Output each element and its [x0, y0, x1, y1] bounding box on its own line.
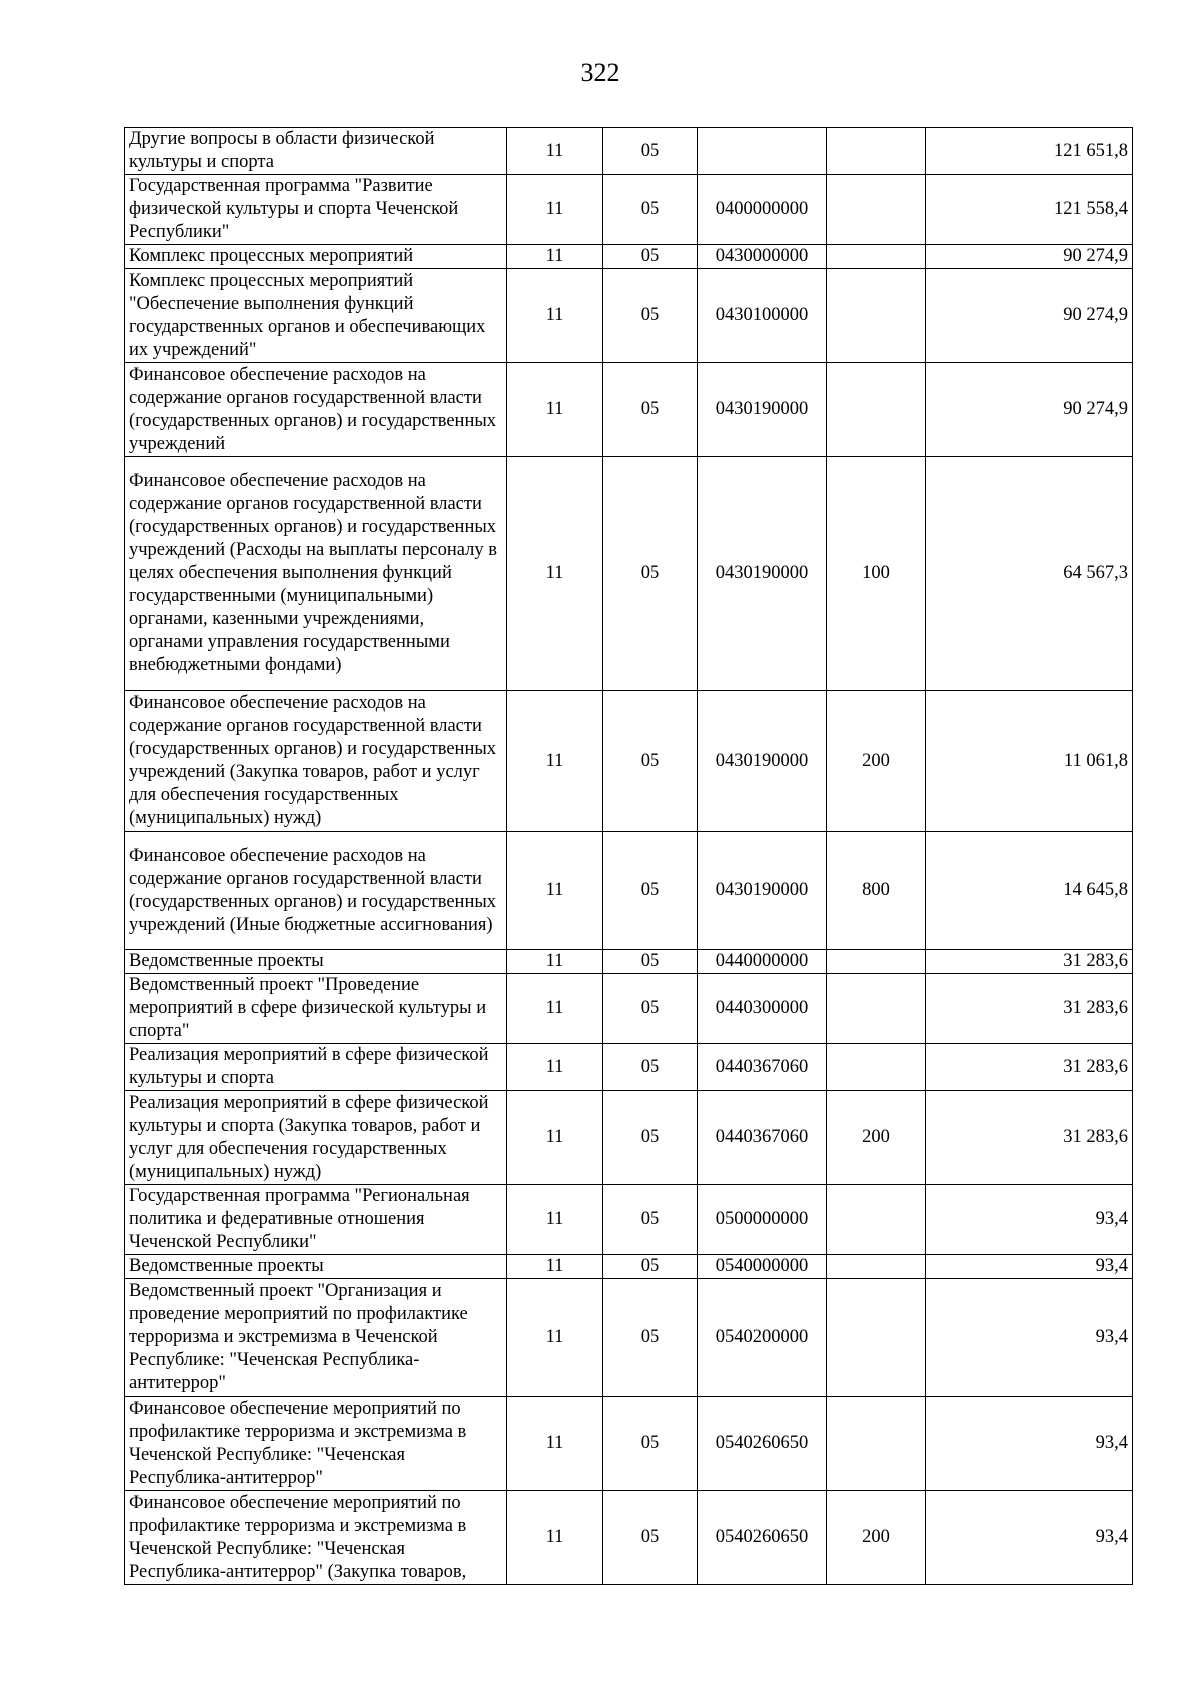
target-article-cell — [698, 128, 827, 175]
target-article-cell: 0540260650 — [698, 1397, 827, 1491]
subsection-code-cell: 05 — [603, 691, 698, 832]
table-row — [125, 1397, 1133, 1491]
table-row — [125, 974, 1133, 1044]
row-name-cell: Ведомственный проект "Организация и проведение мероприятий по профилактике терроризма и экстремизма в Чеченской Республике: "Чеченская Республика-антитеррор" — [125, 1279, 507, 1397]
subsection-code-cell: 05 — [603, 950, 698, 974]
expense-type-cell — [827, 245, 926, 269]
amount-cell: 121 558,4 — [926, 175, 1133, 245]
table-row — [125, 269, 1133, 363]
target-article-cell: 0400000000 — [698, 175, 827, 245]
page-number: 322 — [580, 58, 620, 87]
expense-type-cell — [827, 363, 926, 457]
row-name-cell: Государственная программа "Региональная политика и федеративные отношения Чеченской Республики" — [125, 1185, 507, 1255]
expense-type-cell — [827, 1255, 926, 1279]
row-name-cell: Финансовое обеспечение расходов на содержание органов государственной власти (государственных органов) и государственных учреждений (Иные бюджетные ассигнования) — [125, 832, 507, 950]
expense-type-cell — [827, 269, 926, 363]
table-row — [125, 832, 1133, 950]
subsection-code-cell: 05 — [603, 128, 698, 175]
section-code-cell: 11 — [507, 1185, 603, 1255]
expense-type-cell — [827, 1397, 926, 1491]
row-name-cell: Финансовое обеспечение мероприятий по профилактике терроризма и экстремизма в Чеченской Республике: "Чеченская Республика-антитеррор" (Закупка товаров, — [125, 1491, 507, 1585]
section-code-cell: 11 — [507, 974, 603, 1044]
table-row — [125, 457, 1133, 691]
target-article-cell: 0440367060 — [698, 1044, 827, 1091]
target-article-cell: 0440300000 — [698, 974, 827, 1044]
expense-type-cell — [827, 1185, 926, 1255]
amount-cell: 121 651,8 — [926, 128, 1133, 175]
section-code-cell: 11 — [507, 1044, 603, 1091]
amount-cell: 90 274,9 — [926, 245, 1133, 269]
subsection-code-cell: 05 — [603, 1255, 698, 1279]
amount-cell: 31 283,6 — [926, 974, 1133, 1044]
row-name-cell: Другие вопросы в области физической культуры и спорта — [125, 128, 507, 175]
subsection-code-cell: 05 — [603, 1397, 698, 1491]
target-article-cell: 0440000000 — [698, 950, 827, 974]
section-code-cell: 11 — [507, 1091, 603, 1185]
table-row — [125, 1044, 1133, 1091]
target-article-cell: 0540260650 — [698, 1491, 827, 1585]
table-row — [125, 950, 1133, 974]
amount-cell: 93,4 — [926, 1255, 1133, 1279]
subsection-code-cell: 05 — [603, 832, 698, 950]
section-code-cell: 11 — [507, 1491, 603, 1585]
row-name-cell: Ведомственный проект "Проведение мероприятий в сфере физической культуры и спорта" — [125, 974, 507, 1044]
table-row — [125, 1491, 1133, 1585]
amount-cell: 64 567,3 — [926, 457, 1133, 691]
row-name-cell: Реализация мероприятий в сфере физической культуры и спорта — [125, 1044, 507, 1091]
amount-cell: 93,4 — [926, 1279, 1133, 1397]
target-article-cell: 0440367060 — [698, 1091, 827, 1185]
expense-type-cell: 800 — [827, 832, 926, 950]
table-row — [125, 1255, 1133, 1279]
target-article-cell: 0430190000 — [698, 457, 827, 691]
expense-type-cell: 100 — [827, 457, 926, 691]
row-name-cell: Комплекс процессных мероприятий — [125, 245, 507, 269]
target-article-cell: 0540200000 — [698, 1279, 827, 1397]
table-row — [125, 128, 1133, 175]
amount-cell: 93,4 — [926, 1185, 1133, 1255]
row-name-cell: Финансовое обеспечение расходов на содержание органов государственной власти (государственных органов) и государственных учреждений (Закупка товаров, работ и услуг для обеспечения государственных (муниципальных) нужд) — [125, 691, 507, 832]
section-code-cell: 11 — [507, 457, 603, 691]
table-row — [125, 1185, 1133, 1255]
row-name-cell: Государственная программа "Развитие физической культуры и спорта Чеченской Республики" — [125, 175, 507, 245]
subsection-code-cell: 05 — [603, 1091, 698, 1185]
subsection-code-cell: 05 — [603, 1185, 698, 1255]
section-code-cell: 11 — [507, 1397, 603, 1491]
target-article-cell: 0430190000 — [698, 832, 827, 950]
expense-type-cell — [827, 128, 926, 175]
section-code-cell: 11 — [507, 1279, 603, 1397]
target-article-cell: 0430190000 — [698, 363, 827, 457]
amount-cell: 31 283,6 — [926, 1044, 1133, 1091]
subsection-code-cell: 05 — [603, 457, 698, 691]
row-name-cell: Финансовое обеспечение мероприятий по профилактике терроризма и экстремизма в Чеченской Республике: "Чеченская Республика-антитеррор" — [125, 1397, 507, 1491]
subsection-code-cell: 05 — [603, 1491, 698, 1585]
table-row — [125, 691, 1133, 832]
amount-cell: 90 274,9 — [926, 269, 1133, 363]
subsection-code-cell: 05 — [603, 269, 698, 363]
row-name-cell: Комплекс процессных мероприятий "Обеспечение выполнения функций государственных органов и обеспечивающих их учреждений" — [125, 269, 507, 363]
section-code-cell: 11 — [507, 175, 603, 245]
subsection-code-cell: 05 — [603, 245, 698, 269]
target-article-cell: 0430190000 — [698, 691, 827, 832]
expense-type-cell — [827, 1044, 926, 1091]
expense-type-cell — [827, 974, 926, 1044]
target-article-cell: 0540000000 — [698, 1255, 827, 1279]
section-code-cell: 11 — [507, 1255, 603, 1279]
target-article-cell: 0430100000 — [698, 269, 827, 363]
table-row — [125, 175, 1133, 245]
row-name-cell: Ведомственные проекты — [125, 950, 507, 974]
amount-cell: 14 645,8 — [926, 832, 1133, 950]
subsection-code-cell: 05 — [603, 974, 698, 1044]
table-row — [125, 245, 1133, 269]
section-code-cell: 11 — [507, 128, 603, 175]
section-code-cell: 11 — [507, 950, 603, 974]
subsection-code-cell: 05 — [603, 175, 698, 245]
section-code-cell: 11 — [507, 245, 603, 269]
table-row — [125, 363, 1133, 457]
row-name-cell: Ведомственные проекты — [125, 1255, 507, 1279]
expense-type-cell: 200 — [827, 1091, 926, 1185]
amount-cell: 90 274,9 — [926, 363, 1133, 457]
table-row — [125, 1279, 1133, 1397]
subsection-code-cell: 05 — [603, 363, 698, 457]
expense-type-cell: 200 — [827, 691, 926, 832]
table-row — [125, 1091, 1133, 1185]
target-article-cell: 0500000000 — [698, 1185, 827, 1255]
expense-type-cell — [827, 175, 926, 245]
budget-table — [124, 127, 1133, 1585]
row-name-cell: Финансовое обеспечение расходов на содержание органов государственной власти (государственных органов) и государственных учреждений (Расходы на выплаты персоналу в целях обеспечения выполнения функций государственными (муниципальными) органами, казенными учреждениями, органами управления государственными внебюджетными фондами) — [125, 457, 507, 691]
row-name-cell: Реализация мероприятий в сфере физической культуры и спорта (Закупка товаров, работ и услуг для обеспечения государственных (муниципальных) нужд) — [125, 1091, 507, 1185]
expense-type-cell — [827, 1279, 926, 1397]
target-article-cell: 0430000000 — [698, 245, 827, 269]
amount-cell: 11 061,8 — [926, 691, 1133, 832]
section-code-cell: 11 — [507, 691, 603, 832]
subsection-code-cell: 05 — [603, 1279, 698, 1397]
amount-cell: 93,4 — [926, 1397, 1133, 1491]
section-code-cell: 11 — [507, 832, 603, 950]
expense-type-cell: 200 — [827, 1491, 926, 1585]
section-code-cell: 11 — [507, 269, 603, 363]
amount-cell: 31 283,6 — [926, 950, 1133, 974]
subsection-code-cell: 05 — [603, 1044, 698, 1091]
amount-cell: 31 283,6 — [926, 1091, 1133, 1185]
section-code-cell: 11 — [507, 363, 603, 457]
expense-type-cell — [827, 950, 926, 974]
amount-cell: 93,4 — [926, 1491, 1133, 1585]
row-name-cell: Финансовое обеспечение расходов на содержание органов государственной власти (государственных органов) и государственных учреждений — [125, 363, 507, 457]
